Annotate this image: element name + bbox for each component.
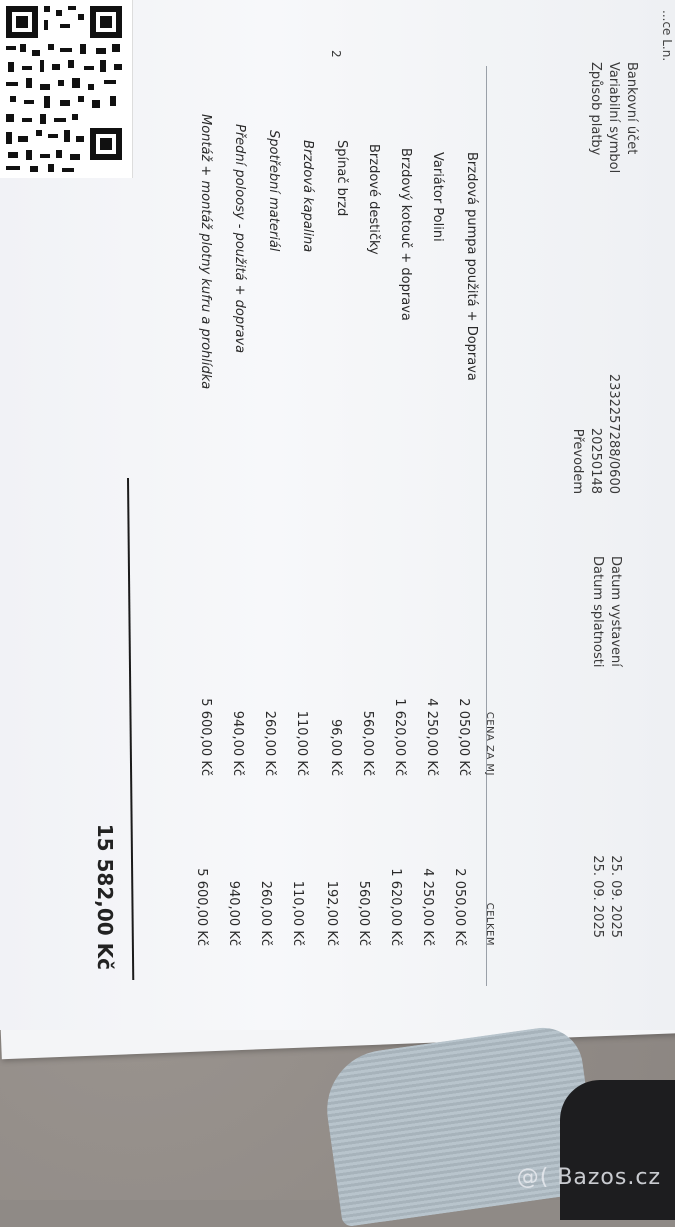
- bazos-logo-icon: @(: [516, 1165, 550, 1190]
- item-name: Brzdová pumpa použitá + Doprava: [464, 152, 479, 381]
- item-total: 940,00 Kč: [226, 880, 241, 946]
- item-total: 2 050,00 Kč: [452, 868, 467, 946]
- unit-price-header: CENA ZA MJ: [484, 711, 495, 776]
- item-unit-price: 560,00 Kč: [360, 710, 375, 776]
- item-unit-price: 5 600,00 Kč: [198, 698, 213, 776]
- item-total: 110,00 Kč: [290, 880, 305, 946]
- payment-method-label: Způsob platby: [588, 62, 603, 156]
- item-total: 1 620,00 Kč: [388, 868, 403, 946]
- total-divider: [127, 478, 134, 980]
- item-total: 192,00 Kč: [324, 880, 339, 946]
- item-unit-price: 96,00 Kč: [328, 718, 343, 776]
- watermark: [517, 1165, 661, 1190]
- item-total: 4 250,00 Kč: [420, 868, 435, 946]
- total-header: CELKEM: [484, 902, 495, 946]
- item-name: Brzdová kapalina: [300, 140, 315, 253]
- item-unit-price: 110,00 Kč: [294, 710, 309, 776]
- item-name: Spotřební materiál: [266, 130, 281, 252]
- bank-account-label: Bankovní účet: [624, 62, 639, 155]
- item-unit-price: 260,00 Kč: [262, 710, 277, 776]
- item-unit-price: 2 050,00 Kč: [456, 698, 471, 776]
- payment-method-value: Převodem: [570, 428, 585, 494]
- issue-date-value: 25. 09. 2025: [608, 855, 623, 938]
- due-date-label: Datum splatnosti: [590, 556, 605, 668]
- due-date-value: 25. 09. 2025: [590, 855, 605, 938]
- header-fragment: ...ce L.n.: [660, 10, 674, 62]
- item-unit-price: 1 620,00 Kč: [392, 698, 407, 776]
- item-name: Montáž + montáž plotny kufru a prohlídka: [198, 114, 213, 390]
- item-name: Přední poloosy - použitá + doprava: [232, 124, 247, 354]
- item-name: Spínač brzd: [334, 140, 349, 217]
- watermark-text: Bazos.cz: [557, 1165, 661, 1190]
- variable-symbol-value: 20250148: [588, 427, 603, 494]
- issue-date-label: Datum vystavení: [608, 556, 623, 667]
- item-total: 560,00 Kč: [356, 880, 371, 946]
- item-total: 260,00 Kč: [258, 880, 273, 946]
- item-name: Brzdový kotouč + doprava: [398, 148, 413, 321]
- item-name: Variátor Polini: [430, 152, 445, 242]
- item-unit-price: 940,00 Kč: [230, 710, 245, 776]
- bank-account-value: 2332257288/0600: [606, 373, 621, 494]
- item-total: 5 600,00 Kč: [194, 868, 209, 946]
- item-name: Brzdové destičky: [366, 144, 381, 255]
- grand-total: 15 582,00 Kč: [93, 823, 117, 970]
- variable-symbol-label: Variabilní symbol: [606, 62, 621, 174]
- item-unit-price: 4 250,00 Kč: [424, 698, 439, 776]
- page-number: 2: [329, 50, 343, 58]
